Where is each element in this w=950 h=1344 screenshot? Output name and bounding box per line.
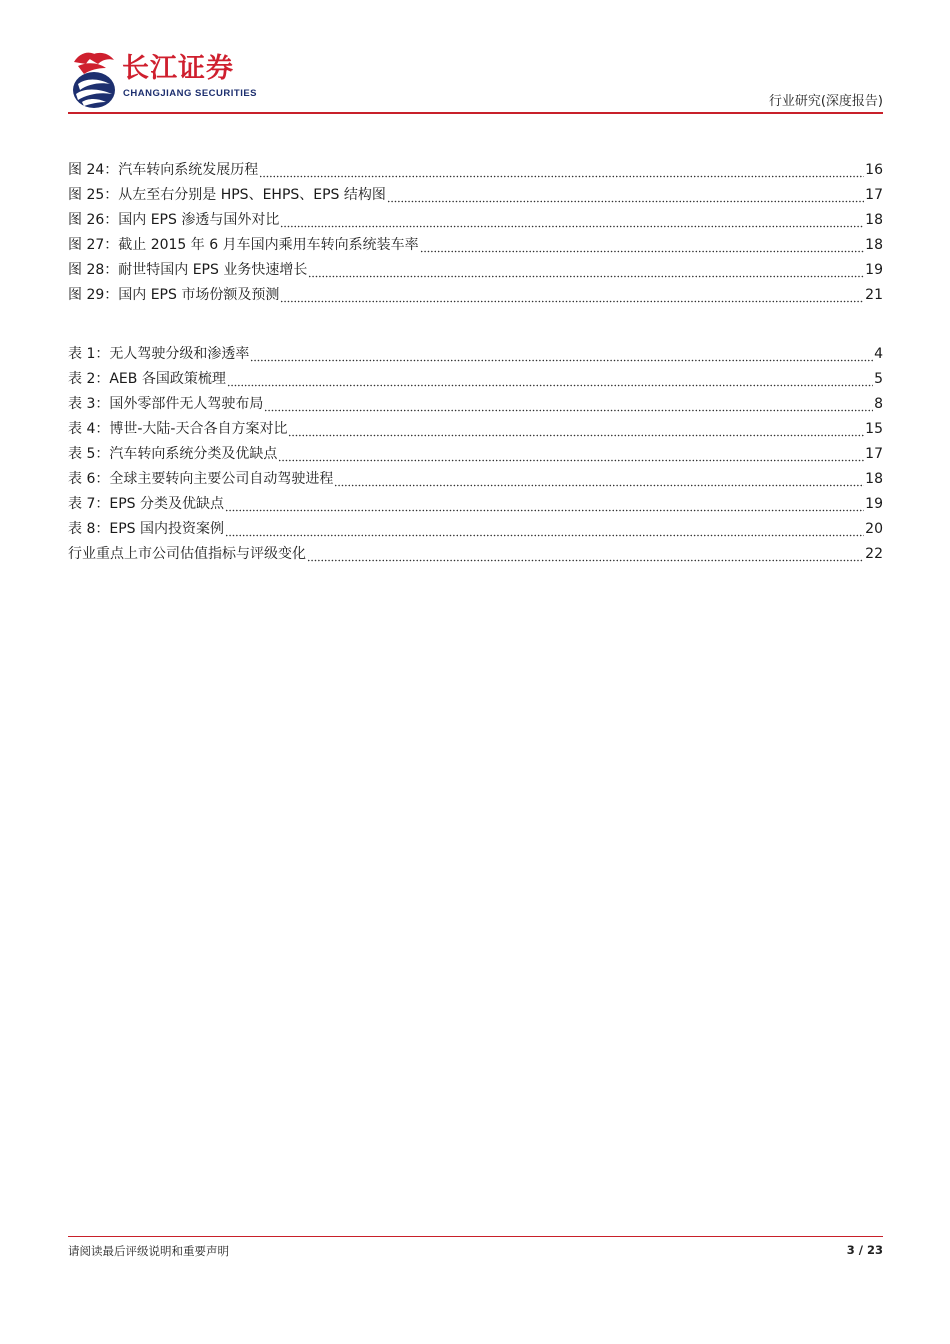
toc-entry-table-5[interactable] [68, 442, 883, 467]
toc-page-number: 18 [865, 471, 883, 487]
toc-entry-figure-24[interactable] [68, 158, 883, 183]
page-header [68, 44, 883, 114]
dot-leader [387, 183, 864, 208]
logo-english-name: CHANGJIANG SECURITIES [123, 88, 258, 99]
toc-page-number: 16 [865, 162, 883, 178]
figure-index-list [68, 158, 883, 308]
toc-entry-figure-25[interactable] [68, 183, 883, 208]
toc-entry-label: 表 2：AEB 各国政策梳理 [68, 371, 226, 387]
toc-page-number: 22 [865, 546, 883, 562]
dot-leader [227, 367, 873, 392]
toc-entry-label: 图 25：从左至右分别是 HPS、EHPS、EPS 结构图 [68, 187, 386, 203]
toc-entry-table-7[interactable] [68, 492, 883, 517]
toc-entry-figure-29[interactable] [68, 283, 883, 308]
dot-leader [308, 258, 864, 283]
dot-leader [280, 208, 864, 233]
page-number: 3 / 23 [846, 1243, 883, 1257]
header-divider [68, 112, 883, 114]
toc-page-number: 21 [865, 287, 883, 303]
dot-leader [420, 233, 865, 258]
toc-entry-label: 表 3：国外零部件无人驾驶布局 [68, 396, 264, 412]
toc-entry-label: 表 1：无人驾驶分级和渗透率 [68, 346, 250, 362]
dot-leader [259, 158, 864, 183]
dot-leader [225, 492, 864, 517]
dot-leader [307, 542, 864, 567]
toc-entry-label: 表 5：汽车转向系统分类及优缺点 [68, 446, 278, 462]
toc-entry-label: 表 4：博世-大陆-天合各自方案对比 [68, 421, 288, 437]
company-logo [68, 48, 298, 110]
toc-page-number: 8 [874, 396, 883, 412]
toc-page-number: 18 [865, 212, 883, 228]
toc-page-number: 4 [874, 346, 883, 362]
report-type-label: 行业研究(深度报告) [768, 94, 883, 109]
toc-page-number: 5 [874, 371, 883, 387]
toc-entry-label: 表 6：全球主要转向主要公司自动驾驶进程 [68, 471, 334, 487]
toc-entry-table-8[interactable] [68, 517, 883, 542]
dot-leader [264, 392, 873, 417]
toc-page-number: 19 [865, 496, 883, 512]
logo-chinese-name: 长江证券 [122, 53, 234, 84]
toc-entry-table-6[interactable] [68, 467, 883, 492]
toc-entry-label: 图 28：耐世特国内 EPS 业务快速增长 [68, 262, 308, 278]
toc-entry-valuation-table[interactable] [68, 542, 883, 567]
disclaimer-note: 请阅读最后评级说明和重要声明 [68, 1244, 229, 1258]
toc-entry-table-2[interactable] [68, 367, 883, 392]
toc-entry-label: 表 8：EPS 国内投资案例 [68, 521, 224, 537]
toc-page-number: 17 [865, 446, 883, 462]
changjiang-emblem-icon [68, 48, 120, 110]
toc-entry-figure-28[interactable] [68, 258, 883, 283]
table-index-list [68, 342, 883, 567]
toc-entry-table-1[interactable] [68, 342, 883, 367]
toc-page-number: 17 [865, 187, 883, 203]
toc-page-number: 15 [865, 421, 883, 437]
toc-page-number: 19 [865, 262, 883, 278]
toc-entry-figure-27[interactable] [68, 233, 883, 258]
toc-entry-label: 图 29：国内 EPS 市场份额及预测 [68, 287, 280, 303]
toc-entry-label: 图 24：汽车转向系统发展历程 [68, 162, 259, 178]
dot-leader [334, 467, 864, 492]
dot-leader [278, 442, 864, 467]
toc-entry-table-4[interactable] [68, 417, 883, 442]
toc-entry-label: 表 7：EPS 分类及优缺点 [68, 496, 224, 512]
dot-leader [280, 283, 864, 308]
toc-page-number: 18 [865, 237, 883, 253]
toc-page-number: 20 [865, 521, 883, 537]
toc-entry-label: 图 27：截止 2015 年 6 月车国内乘用车转向系统装车率 [68, 237, 419, 253]
toc-entry-label: 行业重点上市公司估值指标与评级变化 [68, 546, 306, 562]
toc-entry-label: 图 26：国内 EPS 渗透与国外对比 [68, 212, 280, 228]
toc-entry-figure-26[interactable] [68, 208, 883, 233]
toc-entry-table-3[interactable] [68, 392, 883, 417]
footer-divider [68, 1236, 883, 1237]
dot-leader [288, 417, 864, 442]
dot-leader [250, 342, 873, 367]
dot-leader [225, 517, 864, 542]
